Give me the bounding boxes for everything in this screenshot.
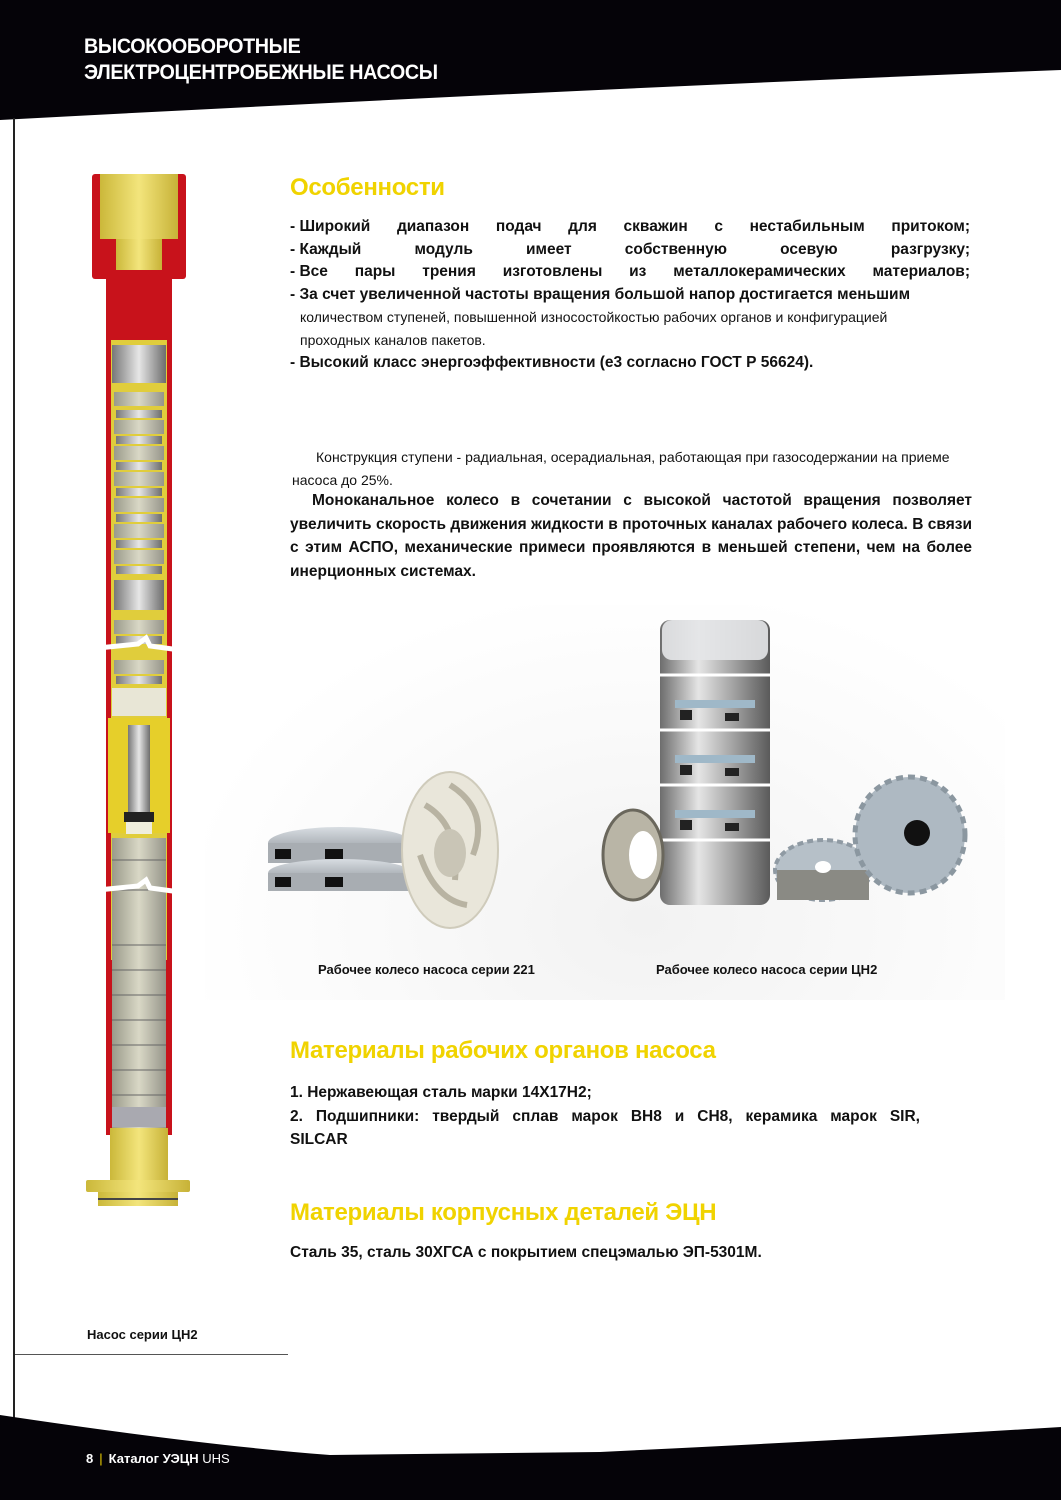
page-title bbox=[84, 34, 438, 86]
word: подач bbox=[495, 218, 542, 235]
page-title-line-1: ВЫСОКООБОРОТНЫЕ bbox=[84, 35, 301, 58]
list-item: 1. Нержавеющая сталь марки 14Х17Н2; bbox=[290, 1084, 592, 1101]
pump-caption: Насос серии ЦН2 bbox=[87, 1327, 198, 1342]
word: и bbox=[674, 1107, 685, 1125]
feature-item bbox=[290, 239, 970, 262]
word: собственную bbox=[624, 240, 727, 258]
catalog-name: Каталог УЭЦН bbox=[108, 1451, 199, 1466]
impeller-render bbox=[205, 605, 1005, 1000]
word: сплав bbox=[512, 1107, 559, 1125]
word: модуль bbox=[414, 240, 473, 258]
footer-separator: | bbox=[99, 1451, 103, 1466]
word: для bbox=[568, 218, 597, 235]
word: - Широкий bbox=[290, 218, 371, 235]
word: - Все bbox=[290, 263, 328, 280]
word: трения bbox=[422, 263, 476, 280]
page-number: 8 bbox=[86, 1451, 94, 1466]
word: Подшипники: bbox=[315, 1107, 420, 1125]
word: керамика bbox=[745, 1107, 818, 1125]
feature-item: - За счет увеличенной частоты вращения большой напор достигается меньшим bbox=[290, 285, 911, 303]
feature-item-continuation: количеством ступеней, повышенной износостойкостью рабочих органов и конфигурацией bbox=[300, 309, 888, 325]
word: SIR, bbox=[889, 1107, 920, 1125]
materials-body-text: Сталь 35, сталь 30ХГСА с покрытием спецэмалью ЭП-5301М. bbox=[290, 1244, 762, 1261]
word: из bbox=[629, 263, 647, 280]
list-item bbox=[290, 1105, 920, 1129]
word: с bbox=[714, 218, 723, 235]
caption-divider bbox=[15, 1354, 288, 1355]
word: ВН8 bbox=[630, 1107, 662, 1125]
word: пары bbox=[354, 263, 396, 280]
word: осевую bbox=[780, 240, 838, 258]
feature-item: - Высокий класс энергоэффективности (е3 согласно ГОСТ Р 56624). bbox=[290, 354, 814, 371]
footer-band bbox=[0, 1400, 1061, 1500]
word: марок bbox=[571, 1107, 618, 1125]
word: материалов; bbox=[872, 263, 970, 280]
materials-body-heading: Материалы корпусных деталей ЭЦН bbox=[290, 1199, 717, 1226]
footer bbox=[86, 1451, 230, 1466]
list-item-continuation: SILCAR bbox=[290, 1131, 348, 1148]
feature-item bbox=[290, 261, 970, 284]
word: - Каждый bbox=[290, 240, 362, 258]
word: разгрузку; bbox=[890, 240, 970, 258]
materials-working-heading: Материалы рабочих органов насоса bbox=[290, 1037, 716, 1064]
impeller-photo bbox=[205, 605, 1005, 1000]
word: твердый bbox=[432, 1107, 500, 1125]
features-list bbox=[290, 216, 970, 375]
feature-item bbox=[290, 216, 970, 239]
pump-cross-section-illustration bbox=[78, 170, 218, 1310]
impeller-paragraph: Моноканальное колесо в сочетании с высокой частотой вращения позволяет увеличить скорость движения жидкости в проточных каналах рабочего колеса. В связи с этим АСПО, механические примеси проявляются в меньшей степени, чем на более инерционных системах. bbox=[290, 492, 972, 580]
word: металлокерамических bbox=[673, 263, 846, 280]
construction-paragraph: Конструкция ступени - радиальная, осерадиальная, работающая при газосодержании на приеме насоса до 25%. bbox=[292, 449, 950, 488]
page-title-line-2: ЭЛЕКТРОЦЕНТРОБЕЖНЫЕ НАСОСЫ bbox=[84, 61, 438, 84]
left-vertical-rule bbox=[13, 118, 15, 1418]
catalog-series: UHS bbox=[202, 1451, 230, 1466]
word: 2. bbox=[290, 1107, 303, 1125]
feature-item-continuation: проходных каналов пакетов. bbox=[300, 332, 486, 348]
word: нестабильным bbox=[749, 218, 865, 235]
materials-working-list bbox=[290, 1081, 920, 1152]
word: изготовлены bbox=[502, 263, 603, 280]
word: притоком; bbox=[891, 218, 970, 235]
features-heading: Особенности bbox=[290, 174, 445, 201]
word: скважин bbox=[623, 218, 688, 235]
word: имеет bbox=[526, 240, 572, 258]
word: диапазон bbox=[396, 218, 470, 235]
word: СН8, bbox=[697, 1107, 733, 1125]
word: марок bbox=[830, 1107, 877, 1125]
photo-caption-cn2: Рабочее колесо насоса серии ЦН2 bbox=[656, 962, 878, 977]
photo-caption-221: Рабочее колесо насоса серии 221 bbox=[318, 962, 535, 977]
